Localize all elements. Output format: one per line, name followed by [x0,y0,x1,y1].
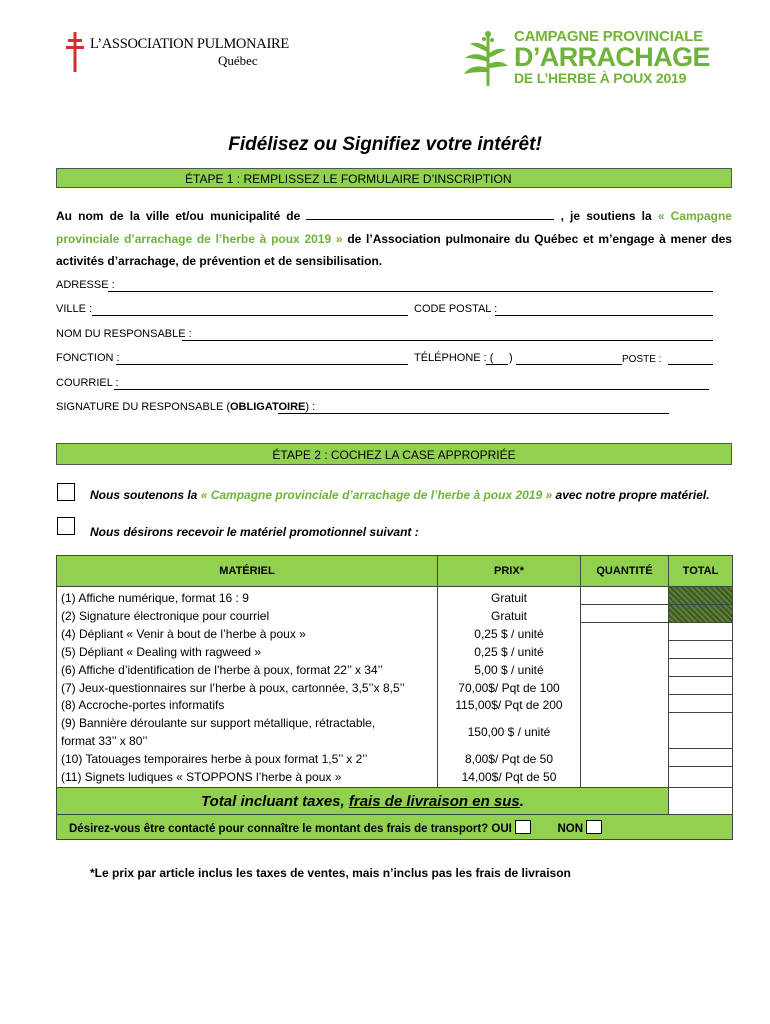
header-quantity: QUANTITÉ [581,556,669,587]
price-value: 0,25 $ / unité [474,626,544,641]
association-name: L’ASSOCIATION PULMONAIRE [90,36,289,52]
grand-total-text-c: . [519,792,524,810]
step1-banner [56,168,732,188]
page-title: Fidélisez ou Signifiez votre intérêt! [228,134,542,155]
postal-code-field[interactable] [495,315,713,316]
step2-banner [56,443,732,465]
price-value: 0,25 $ / unité [474,644,544,659]
manager-name-field[interactable] [182,340,713,341]
campaign-title-line1: CAMPAGNE PROVINCIALE [514,28,704,45]
campaign-logo [462,28,710,88]
list-item: (7) Jeux-questionnaires sur l’herbe à poux, cartonnée, 3,5’’x 8,5’’ [61,680,405,695]
total-cell [669,623,732,641]
price-value: 8,00$/ Pqt de 50 [464,752,554,767]
price-list [438,587,581,788]
total-cell [669,749,732,767]
signature-field[interactable] [278,413,669,414]
signature-label [56,401,315,413]
extension-label: POSTE : [622,354,662,365]
campaign-title-line3: DE L’HERBE À POUX 2019 [514,70,687,86]
city-label: VILLE : [56,303,93,315]
header-price: PRIX* [438,556,581,587]
grand-total-label [57,788,669,815]
contact-question: Désirez-vous être contacté pour connaître le montant des frais de transport? OUI [69,822,512,835]
quantity-column[interactable] [581,587,669,788]
list-item: (8) Accroche-portes informatifs [61,698,225,713]
total-cell [669,677,732,695]
list-item: (6) Affiche d’identification de l’herbe à poux, format 22’’ x 34’’ [61,662,383,677]
price-value: 70,00$/ Pqt de 100 [458,680,560,695]
list-item: (11) Signets ludiques « STOPPONS l’herbe à poux » [61,770,342,785]
price-value: 150,00 $ / unité [467,725,551,740]
association-region: Québec [218,53,258,68]
price-value: Gratuit [490,608,527,623]
email-field[interactable] [114,389,709,390]
own-material-checkbox[interactable] [57,483,75,501]
receive-material-option: Nous désirons recevoir le matériel promotionnel suivant : [90,525,419,539]
association-logo [66,32,296,72]
step2-label: ÉTAPE 2 : COCHEZ LA CASE APPROPRIÉE [272,448,516,462]
header-material: MATÉRIEL [57,556,438,587]
price-value: 5,00 $ / unité [474,662,544,677]
contact-row [57,815,733,840]
total-cell-disabled [669,587,732,605]
total-cell [669,695,732,713]
material-table [56,555,733,840]
ragweed-plant-icon [462,28,510,86]
grand-total-text-a: Total incluant taxes, [201,792,349,810]
intro-campaign-name: « Campagne provinciale d’arrachage de l’herbe à poux 2019 » [56,209,732,246]
manager-name-label: NOM DU RESPONSABLE : [56,328,192,340]
price-value: 14,00$/ Pqt de 50 [461,770,557,785]
header-total: TOTAL [669,556,733,587]
phone-area-code-field[interactable] [486,364,508,365]
material-list [57,587,438,788]
list-item-continued: format 33’’ x 80’’ [61,734,148,749]
grand-total-row [57,788,733,815]
total-cell [669,659,732,677]
option1-text-a: Nous soutenons la [90,488,198,502]
intro-paragraph [56,205,732,273]
address-label: ADRESSE : [56,279,115,291]
municipality-field[interactable] [306,207,554,220]
list-item: (9) Bannière déroulante sur support métallique, rétractable, [61,716,376,731]
signature-label-end: ) : [305,401,316,413]
contact-question-cell [57,815,733,840]
contact-yes-checkbox[interactable] [515,820,531,834]
price-value: Gratuit [490,591,527,605]
phone-close-paren: ) [509,352,513,364]
grand-total-text-b: frais de livraison en sus [348,792,520,810]
total-cell [669,713,732,749]
postal-code-label: CODE POSTAL : [414,303,498,315]
lorraine-cross-icon [66,32,84,72]
total-cell-disabled [669,605,732,623]
intro-text-c: de l’Association pulmonaire du Québec et m’engage à mener des activités d’arrachage, de prévention et de sensibilisation. [56,231,732,268]
price-value: 115,00$/ Pqt de 200 [455,698,563,713]
list-item: (2) Signature électronique pour courriel [61,608,270,623]
list-item: (5) Dépliant « Dealing with ragweed » [61,644,262,659]
option1-campaign-name: « Campagne provinciale d’arrachage de l’herbe à poux 2019 » [200,488,553,502]
function-field[interactable] [116,364,408,365]
quantity-cell[interactable] [581,605,668,623]
own-material-option [90,488,710,502]
signature-required: OBLIGATOIRE [230,401,306,413]
list-item: (4) Dépliant « Venir à bout de l’herbe à poux » [61,626,306,641]
signature-label-text: SIGNATURE DU RESPONSABLE ( [56,401,230,413]
total-cell [669,641,732,659]
list-item: (1) Affiche numérique, format 16 : 9 [61,591,249,605]
phone-label: TÉLÉPHONE : ( [414,352,494,364]
intro-text-a: Au nom de la ville et/ou municipalité de [56,209,301,223]
table-body-row [57,587,733,788]
contact-no-label: NON [557,822,584,835]
price-footnote: *Le prix par article inclus les taxes de ventes, mais n’inclus pas les frais de livraison [90,866,571,880]
quantity-cell[interactable] [581,587,668,605]
receive-material-checkbox[interactable] [57,517,75,535]
phone-field[interactable] [516,364,622,365]
city-field[interactable] [92,315,408,316]
extension-field[interactable] [668,364,713,365]
intro-text-b: , je soutiens la [560,209,652,223]
step1-label: ÉTAPE 1 : REMPLISSEZ LE FORMULAIRE D’INSCRIPTION [185,172,512,186]
grand-total-value [669,788,733,815]
option1-text-b: avec notre propre matériel. [555,488,710,502]
campaign-title-line2: D’ARRACHAGE [514,42,710,72]
function-label: FONCTION : [56,352,120,364]
total-column [669,587,733,788]
table-header-row [57,556,733,587]
email-label: COURRIEL : [56,377,119,389]
contact-no-checkbox[interactable] [586,820,602,834]
list-item: (10) Tatouages temporaires herbe à poux format 1,5’’ x 2’’ [61,752,368,767]
address-field[interactable] [108,291,713,292]
